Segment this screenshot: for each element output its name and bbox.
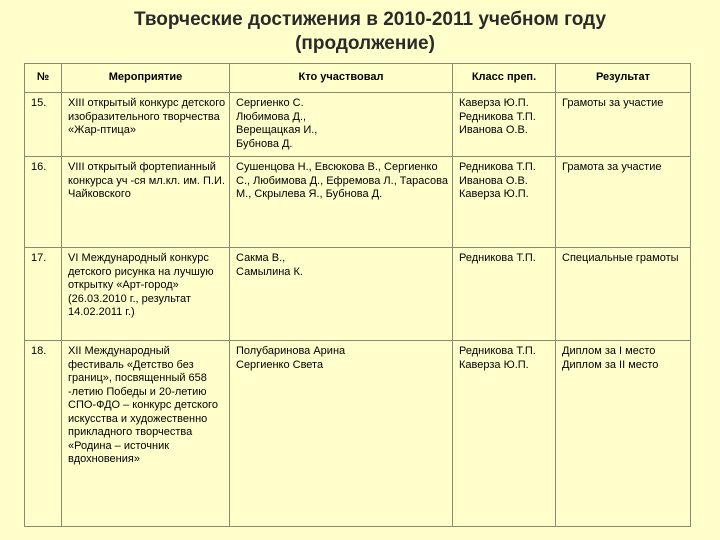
cell-number: 17. — [25, 248, 62, 341]
header-number: № — [25, 64, 62, 93]
cell-participants: Сушенцова Н., Евсюкова В., Сергиенко С., Любимова Д., Ефремова Л., Тарасова М., Скрылева Я., Бубнова Д. — [230, 157, 453, 248]
cell-teacher: Каверза Ю.П. Редникова Т.П. Иванова О.В. — [453, 93, 556, 157]
cell-participants: Полубаринова Арина Сергиенко Света — [230, 341, 453, 527]
slide-title — [0, 8, 720, 56]
table-header-row — [25, 64, 691, 93]
title-line-1: Творческие достижения в 2010-2011 учебном году — [133, 9, 607, 30]
table-row — [25, 157, 691, 248]
cell-participants: Сакма В., Самылина К. — [230, 248, 453, 341]
cell-number: 15. — [25, 93, 62, 157]
cell-event: XII Международный фестиваль «Детство без границ», посвященный 658 -летию Победы и 20-летию СПО-ФДО – конкурс детского искусства и художественно прикладного творчества «Родина – источник вдохновения» — [62, 341, 230, 527]
title-line-2: (продолжение) — [295, 33, 435, 54]
cell-number: 18. — [25, 341, 62, 527]
cell-teacher: Редникова Т.П. — [453, 248, 556, 341]
table-row — [25, 93, 691, 157]
cell-event: VIII открытый фортепианный конкурса уч -ся мл.кл. им. П.И. Чайковского — [62, 157, 230, 248]
header-participants: Кто участвовал — [230, 64, 453, 93]
header-result: Результат — [556, 64, 691, 93]
table-row — [25, 248, 691, 341]
cell-teacher: Редникова Т.П. Иванова О.В. Каверза Ю.П. — [453, 157, 556, 248]
cell-teacher: Редникова Т.П. Каверза Ю.П. — [453, 341, 556, 527]
header-teacher: Класс преп. — [453, 64, 556, 93]
cell-result: Грамоты за участие — [556, 93, 691, 157]
achievements-table — [24, 63, 691, 527]
cell-event: XIII открытый конкурс детского изобразительного творчества «Жар-птица» — [62, 93, 230, 157]
cell-participants: Сергиенко С. Любимова Д., Верещацкая И., Бубнова Д. — [230, 93, 453, 157]
table-row — [25, 341, 691, 527]
cell-result: Специальные грамоты — [556, 248, 691, 341]
header-event: Мероприятие — [62, 64, 230, 93]
cell-result: Грамота за участие — [556, 157, 691, 248]
cell-event: VI Международный конкурс детского рисунка на лучшую открытку «Арт-город» (26.03.2010 г., результат 14.02.2011 г.) — [62, 248, 230, 341]
cell-result: Диплом за I место Диплом за II место — [556, 341, 691, 527]
cell-number: 16. — [25, 157, 62, 248]
